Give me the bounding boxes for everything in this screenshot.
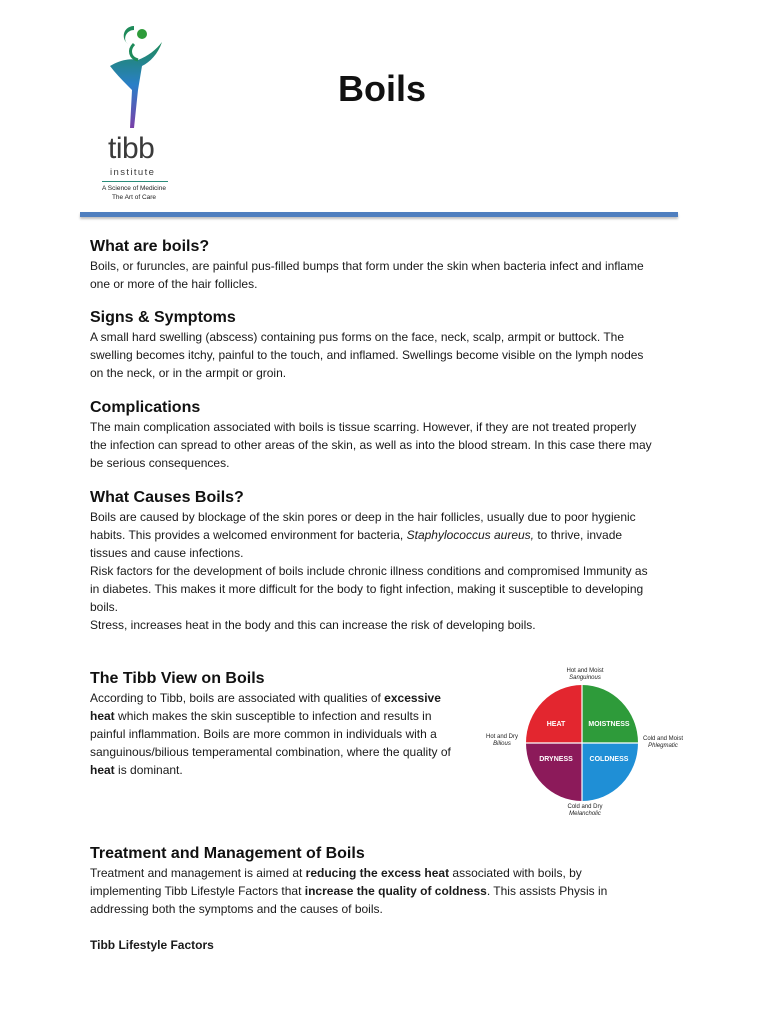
- emphasis: heat: [90, 709, 115, 723]
- paragraph-line: [90, 689, 474, 707]
- wheel-label-bottom: [555, 804, 615, 818]
- temperament-wheel-chart: [526, 685, 638, 801]
- paragraph-line: swelling becomes itchy, painful to the touch, and inflamed. Swellings become visible on the lymph nodes: [90, 348, 644, 362]
- logo-tagline-2: The Art of Care: [111, 194, 157, 201]
- emphasis: reducing the excess heat: [305, 866, 450, 880]
- quadrant-dryness: [526, 743, 582, 801]
- paragraph-line: Risk factors for the development of boils include chronic illness conditions and compromised Immunity as: [90, 564, 648, 578]
- quadrant-label-coldness: COLDNESS: [589, 756, 629, 763]
- text-run: associated with boils, by: [449, 866, 582, 880]
- temperament-wheel: [480, 664, 690, 824]
- section-heading: Complications: [90, 399, 201, 416]
- text-run: to thrive, invade: [534, 528, 623, 542]
- logo-tagline-1: A Science of Medicine: [102, 185, 166, 192]
- wheel-label-sub: Bilious: [493, 741, 511, 747]
- wheel-label-top: [555, 668, 615, 682]
- paragraph-line: in diabetes. This makes it more difficult for the body to fight infection, making it susceptible to developing: [90, 582, 644, 596]
- wheel-label-left: [482, 734, 522, 748]
- logo-subword: institute: [110, 167, 156, 178]
- section-what-causes-boils: [90, 488, 674, 634]
- section-heading: The Tibb View on Boils: [90, 670, 265, 687]
- paragraph-line: A small hard swelling (abscess) containing pus forms on the face, neck, scalp, armpit or buttock. The: [90, 330, 625, 344]
- quadrant-heat: [526, 685, 582, 743]
- paragraph-line: [90, 864, 674, 882]
- logo-divider: [102, 181, 168, 182]
- section-what-are-boils: [90, 237, 674, 293]
- logo-wordmark: tibb: [108, 132, 155, 165]
- paragraph-line: Stress, increases heat in the body and this can increase the risk of developing boils.: [90, 618, 536, 632]
- quadrant-moistness: [582, 685, 638, 743]
- wheel-label-title: Cold and Moist: [642, 736, 684, 742]
- emphasis: heat: [90, 763, 115, 777]
- paragraph-line: the infection can spread to other areas of the skin, as well as into the blood stream. In this case there may: [90, 438, 652, 452]
- paragraph-line: [90, 707, 474, 725]
- text-run: which makes the skin susceptible to infection and results in: [114, 709, 432, 723]
- paragraph-line: addressing both the symptoms and the causes of boils.: [90, 902, 383, 916]
- emphasis: increase the quality of coldness: [304, 884, 487, 898]
- section-treatment: [90, 844, 674, 918]
- paragraph-line: The main complication associated with boils is tissue scarring. However, if they are not treated properly: [90, 420, 637, 434]
- wheel-label-title: Hot and Dry: [485, 734, 518, 740]
- section-signs-symptoms: [90, 308, 674, 382]
- quadrant-label-moistness: MOISTNESS: [588, 721, 630, 728]
- paragraph-line: tissues and cause infections.: [90, 546, 244, 560]
- wheel-label-sub: Phlegmatic: [648, 743, 678, 749]
- quadrant-label-heat: HEAT: [546, 721, 566, 728]
- lifestyle-factors-heading: Tibb Lifestyle Factors: [90, 938, 214, 952]
- paragraph-line: boils.: [90, 600, 119, 614]
- paragraph-line: [90, 526, 674, 544]
- paragraph-line: painful inflammation. Boils are more common in individuals with a: [90, 727, 437, 741]
- quadrant-coldness: [582, 743, 638, 801]
- text-run: According to Tibb, boils are associated with qualities of: [90, 691, 385, 705]
- tibb-figure-logo-icon: [104, 20, 164, 130]
- header-divider: [80, 212, 678, 217]
- wheel-label-sub: Melancholic: [569, 811, 601, 817]
- section-heading: What Causes Boils?: [90, 489, 244, 506]
- paragraph-line: one or more of the hair follicles.: [90, 277, 258, 291]
- section-heading: Signs & Symptoms: [90, 309, 236, 326]
- paragraph-line: be serious consequences.: [90, 456, 230, 470]
- emphasis: excessive: [384, 691, 441, 705]
- paragraph-line: [90, 761, 474, 779]
- section-complications: [90, 398, 674, 472]
- wheel-label-title: Cold and Dry: [567, 804, 603, 810]
- quadrant-label-dryness: DRYNESS: [539, 756, 573, 763]
- text-run: is dominant.: [114, 763, 183, 777]
- paragraph-line: Boils are caused by blockage of the skin pores or deep in the hair follicles, usually due to poor hygienic: [90, 510, 636, 524]
- wheel-label-sub: Sanguinous: [569, 675, 601, 681]
- text-run: . This assists Physis in: [486, 884, 608, 898]
- wheel-label-title: Hot and Moist: [566, 668, 604, 674]
- text-run: Treatment and management is aimed at: [90, 866, 306, 880]
- paragraph-line: [90, 882, 674, 900]
- paragraph-line: sanguinous/bilious temperamental combination, where the quality of: [90, 745, 451, 759]
- tibb-institute-logo: [96, 20, 172, 201]
- paragraph-line: Boils, or furuncles, are painful pus-filled bumps that form under the skin when bacteria infect and inflame: [90, 259, 644, 273]
- bacteria-name: Staphylococcus aureus,: [406, 528, 535, 542]
- section-heading: What are boils?: [90, 238, 210, 255]
- page-title: Boils: [338, 68, 427, 109]
- paragraph-line: on the neck, or in the armpit or groin.: [90, 366, 287, 380]
- section-heading: Treatment and Management of Boils: [90, 845, 365, 862]
- text-run: implementing Tibb Lifestyle Factors that: [90, 884, 305, 898]
- text-run: habits. This provides a welcomed environment for bacteria,: [90, 528, 407, 542]
- wheel-label-right: [636, 736, 690, 750]
